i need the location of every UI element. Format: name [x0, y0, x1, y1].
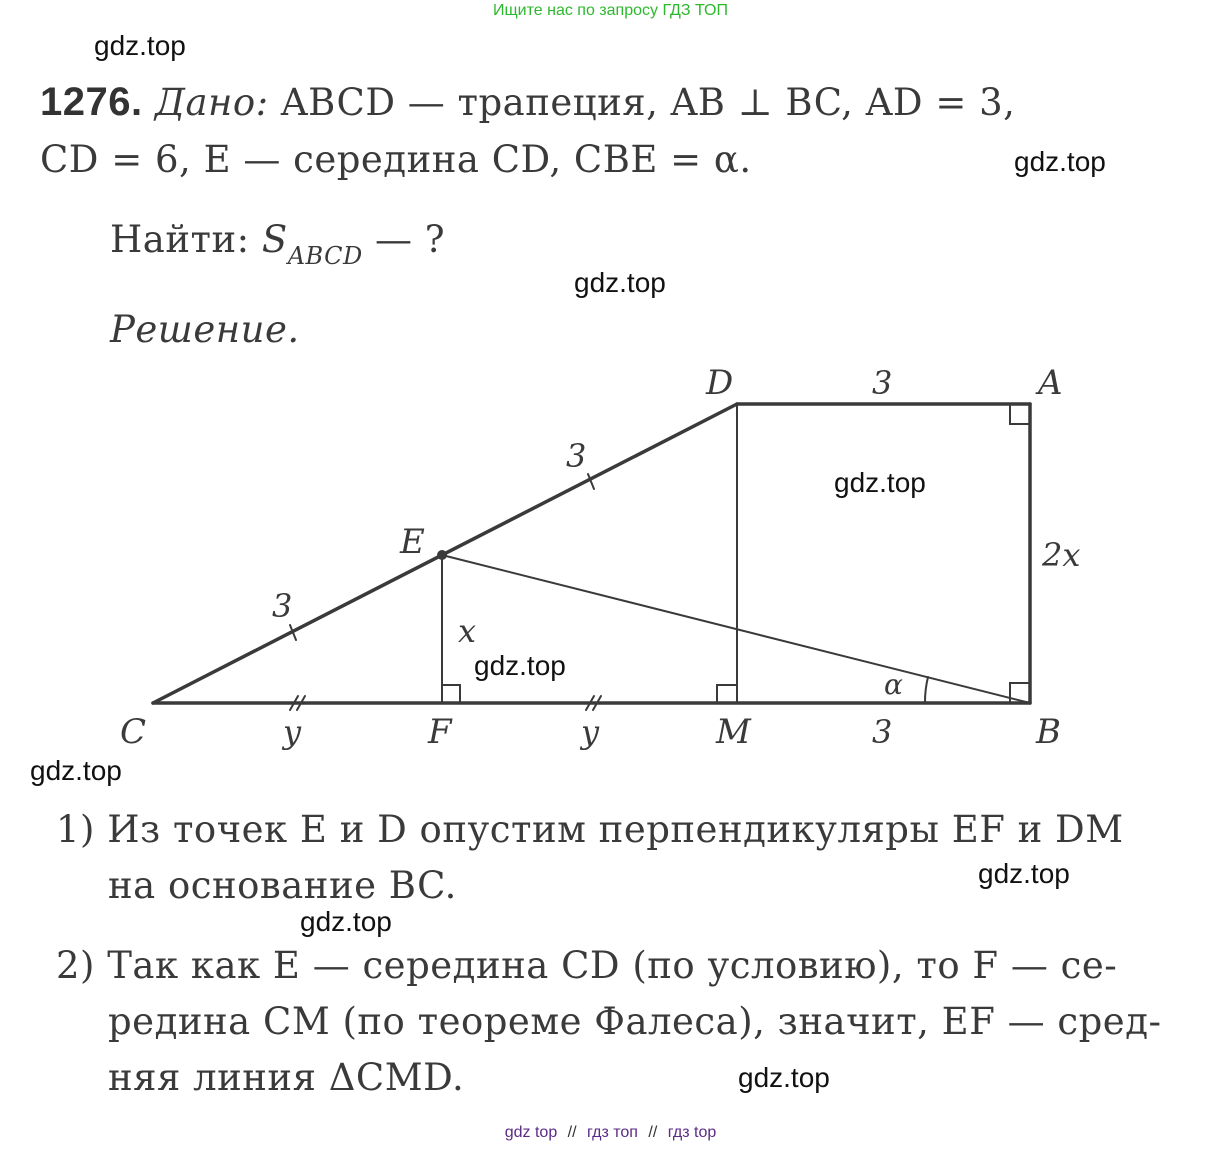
- label-da-length: 3: [872, 364, 893, 402]
- footer-link-gdz-top[interactable]: gdz top: [504, 1124, 558, 1141]
- angle-arc-b: [925, 677, 928, 703]
- step-1-line-2: на основание BC.: [108, 864, 457, 907]
- point-e-dot: [437, 550, 447, 560]
- label-ab-length: 2x: [1042, 536, 1081, 574]
- step-2-line-3: няя линия ΔCMD.: [108, 1056, 465, 1099]
- banner-text: Ищите нас по запросу ГДЗ ТОП: [493, 2, 728, 19]
- label-ce-length: 3: [272, 587, 293, 625]
- label-point-e: E: [400, 522, 425, 562]
- find-label: Найти:: [110, 218, 250, 261]
- find-tail: — ?: [375, 218, 446, 261]
- footer-link-gdz-top-ru[interactable]: гдз топ: [587, 1124, 638, 1141]
- label-point-b: B: [1036, 712, 1061, 752]
- label-point-a: A: [1038, 363, 1063, 403]
- watermark: gdz.top: [738, 1062, 830, 1093]
- given-label: Дано:: [154, 81, 269, 124]
- label-point-f: F: [428, 712, 452, 752]
- label-fm-length: y: [581, 713, 600, 751]
- step-1-line-1: 1) Из точек E и D опустим перпендикуляры EF и DM: [56, 808, 1124, 851]
- footer-separator: //: [648, 1124, 658, 1141]
- label-point-d: D: [706, 363, 734, 403]
- watermark: gdz.top: [1014, 146, 1106, 177]
- watermark: gdz.top: [474, 650, 566, 681]
- label-ef-length: x: [458, 612, 477, 650]
- find-variable: S: [261, 218, 288, 261]
- watermark: gdz.top: [834, 467, 926, 498]
- footer-links: [0, 1124, 1221, 1142]
- given-line-2: CD = 6, E — середина CD, CBE = α.: [40, 138, 752, 181]
- watermark: gdz.top: [978, 858, 1070, 889]
- watermark: gdz.top: [30, 755, 122, 786]
- label-mb-length: 3: [872, 713, 893, 751]
- label-point-c: C: [120, 712, 147, 752]
- find-subscript: ABCD: [287, 242, 363, 270]
- label-angle-alpha: α: [884, 668, 903, 701]
- problem-number: 1276.: [40, 80, 143, 124]
- watermark: gdz.top: [300, 906, 392, 937]
- right-angle-m: [717, 685, 737, 703]
- footer-link-gdz-top-mixed[interactable]: гдз top: [667, 1124, 717, 1141]
- given-text-1: ABCD — трапеция, AB ⊥ BC, AD = 3,: [280, 81, 1016, 124]
- label-point-m: M: [716, 712, 751, 752]
- footer-separator: //: [567, 1124, 577, 1141]
- watermark: gdz.top: [574, 267, 666, 298]
- watermark: gdz.top: [94, 30, 186, 61]
- right-angle-f: [442, 685, 460, 703]
- step-2-line-2: редина CM (по теореме Фалеса), значит, EF — сред-: [108, 1000, 1162, 1043]
- right-angle-a: [1010, 404, 1030, 424]
- step-2-line-1: 2) Так как E — середина CD (по условию), то F — се-: [56, 944, 1118, 987]
- solution-label: Решение.: [110, 308, 300, 351]
- label-ed-length: 3: [566, 437, 587, 475]
- label-cf-length: y: [283, 713, 302, 751]
